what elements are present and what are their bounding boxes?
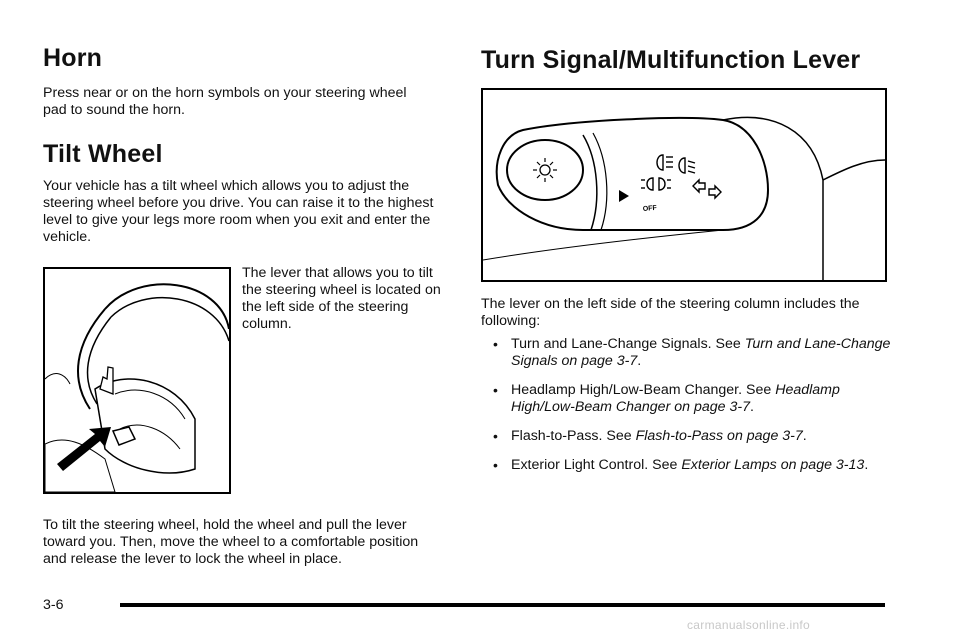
lever-illustration — [483, 90, 885, 280]
list-item: • Headlamp High/Low-Beam Changer. See Headlamp High/Low-Beam Changer on page 3-7. — [493, 382, 840, 415]
tilt-lever-note: The lever that allows you to tilt the steering wheel is located on the left side of the steering column. — [242, 265, 441, 332]
page-reference-link[interactable]: Turn and Lane-Change Signals on page 3-7 — [511, 336, 891, 369]
footer-rule — [120, 603, 885, 607]
watermark: carmanualsonline.info — [687, 618, 811, 632]
turn-signal-heading: Turn Signal/Multifunction Lever — [481, 46, 861, 74]
list-item: • Flash-to-Pass. See Flash-to-Pass on page 3-7. — [493, 428, 807, 444]
page-number: 3-6 — [43, 597, 64, 613]
page-reference-link[interactable]: Exterior Lamps on page 3-13 — [681, 457, 865, 473]
horn-heading: Horn — [43, 44, 103, 72]
steering-wheel-illustration — [45, 269, 229, 492]
tilt-heading: Tilt Wheel — [43, 140, 163, 168]
page-reference-link[interactable]: Headlamp High/Low-Beam Changer on page 3-7 — [511, 382, 840, 415]
multifunction-lever-figure — [481, 88, 887, 282]
tilt-lever-figure — [43, 267, 231, 494]
page-reference-link[interactable]: Flash-to-Pass on page 3-7 — [635, 428, 803, 444]
list-item: • Exterior Light Control. See Exterior Lamps on page 3-13. — [493, 457, 869, 473]
tilt-intro: Your vehicle has a tilt wheel which allows you to adjust the steering wheel before you drive. You can raise it to the highest level to give your legs more room when you exit and enter the vehicle. — [43, 178, 434, 245]
turn-signal-intro: The lever on the left side of the steering column includes the following: — [481, 296, 860, 329]
tilt-instructions: To tilt the steering wheel, hold the wheel and pull the lever toward you. Then, move the wheel to a comfortable position and release the lever to lock the wheel in place. — [43, 517, 419, 567]
list-item: • Turn and Lane-Change Signals. See Turn and Lane-Change Signals on page 3-7. — [493, 336, 891, 369]
lever-off-label: OFF — [642, 204, 658, 213]
lever-features-list — [491, 336, 891, 486]
horn-body: Press near or on the horn symbols on your steering wheel pad to sound the horn. — [43, 85, 407, 118]
